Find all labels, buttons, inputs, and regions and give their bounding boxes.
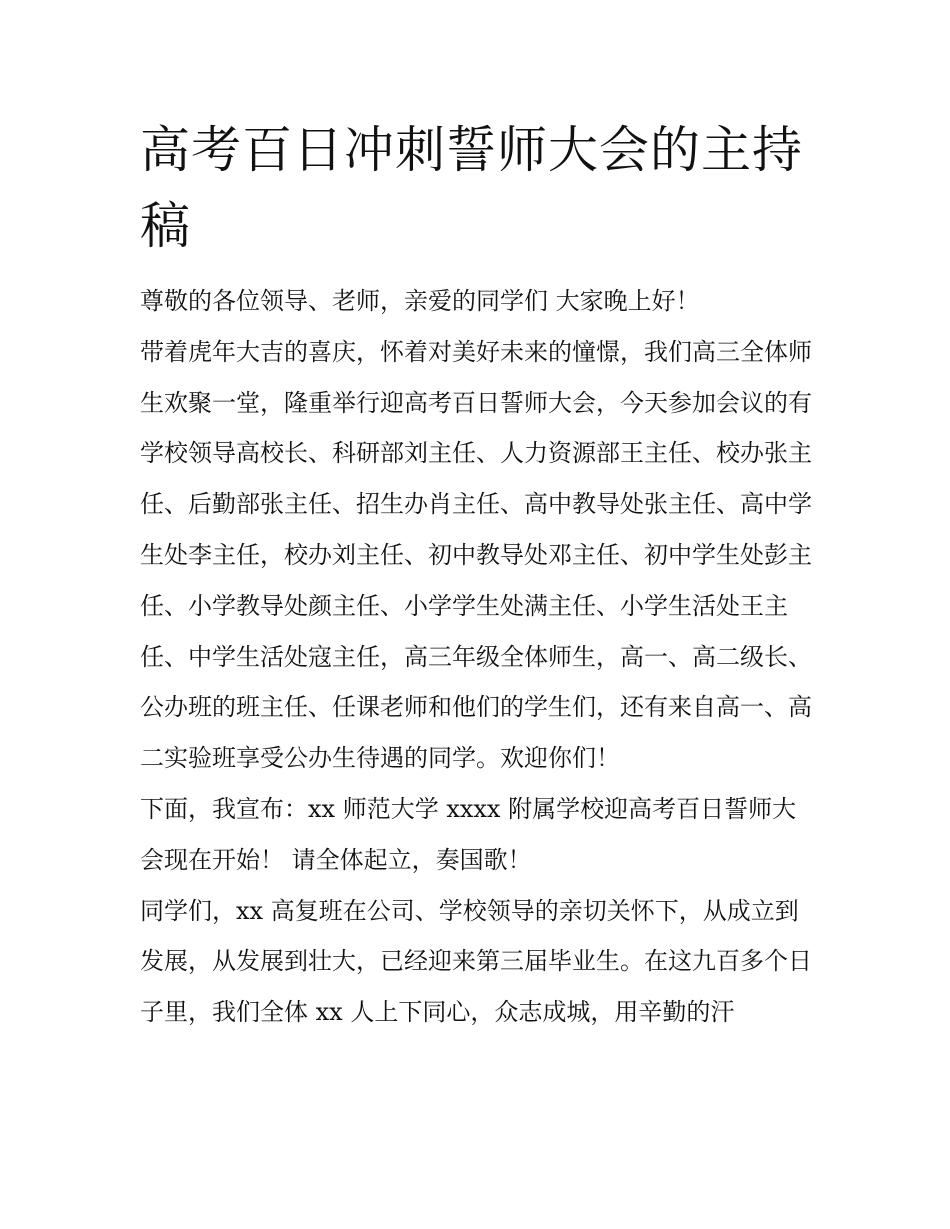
document-title: 高考百日冲刺誓师大会的主持稿 bbox=[140, 121, 803, 255]
document-body bbox=[140, 276, 812, 1038]
paragraph-greeting: 尊敬的各位领导、老师，亲爱的同学们 大家晚上好！ bbox=[140, 287, 700, 315]
paragraph-attendees: 带着虎年大吉的喜庆，怀着对美好未来的憧憬，我们高三全体师生欢聚一堂，隆重举行迎高考百日誓师大会，今天参加会议的有学校领导高校长、科研部刘主任、人力资源部王主任、校办张主任、后勤部张主任、招生办肖主任、高中教导处张主任、高中学生处李主任，校办刘主任、初中教导处邓主任、初中学生处彭主任、小学教导处颜主任、小学学生处满主任、小学生活处王主任、中学生活处寇主任，高三年级全体师生，高一、高二级长、公办班的班主任、任课老师和他们的学生们，还有来自高一、高二实验班享受公办生待遇的同学。欢迎你们！ bbox=[140, 337, 812, 773]
paragraph-opening: 下面，我宣布：xx 师范大学 xxxx 附属学校迎高考百日誓师大会现在开始！ 请全体起立，奏国歌！ bbox=[140, 794, 797, 874]
paragraph-history: 同学们，xx 高复班在公司、学校领导的亲切关怀下，从成立到发展，从发展到壮大，已经迎来第三届毕业生。在这九百多个日子里，我们全体 xx 人上下同心，众志成城，用辛勤的汗 bbox=[140, 896, 812, 1027]
